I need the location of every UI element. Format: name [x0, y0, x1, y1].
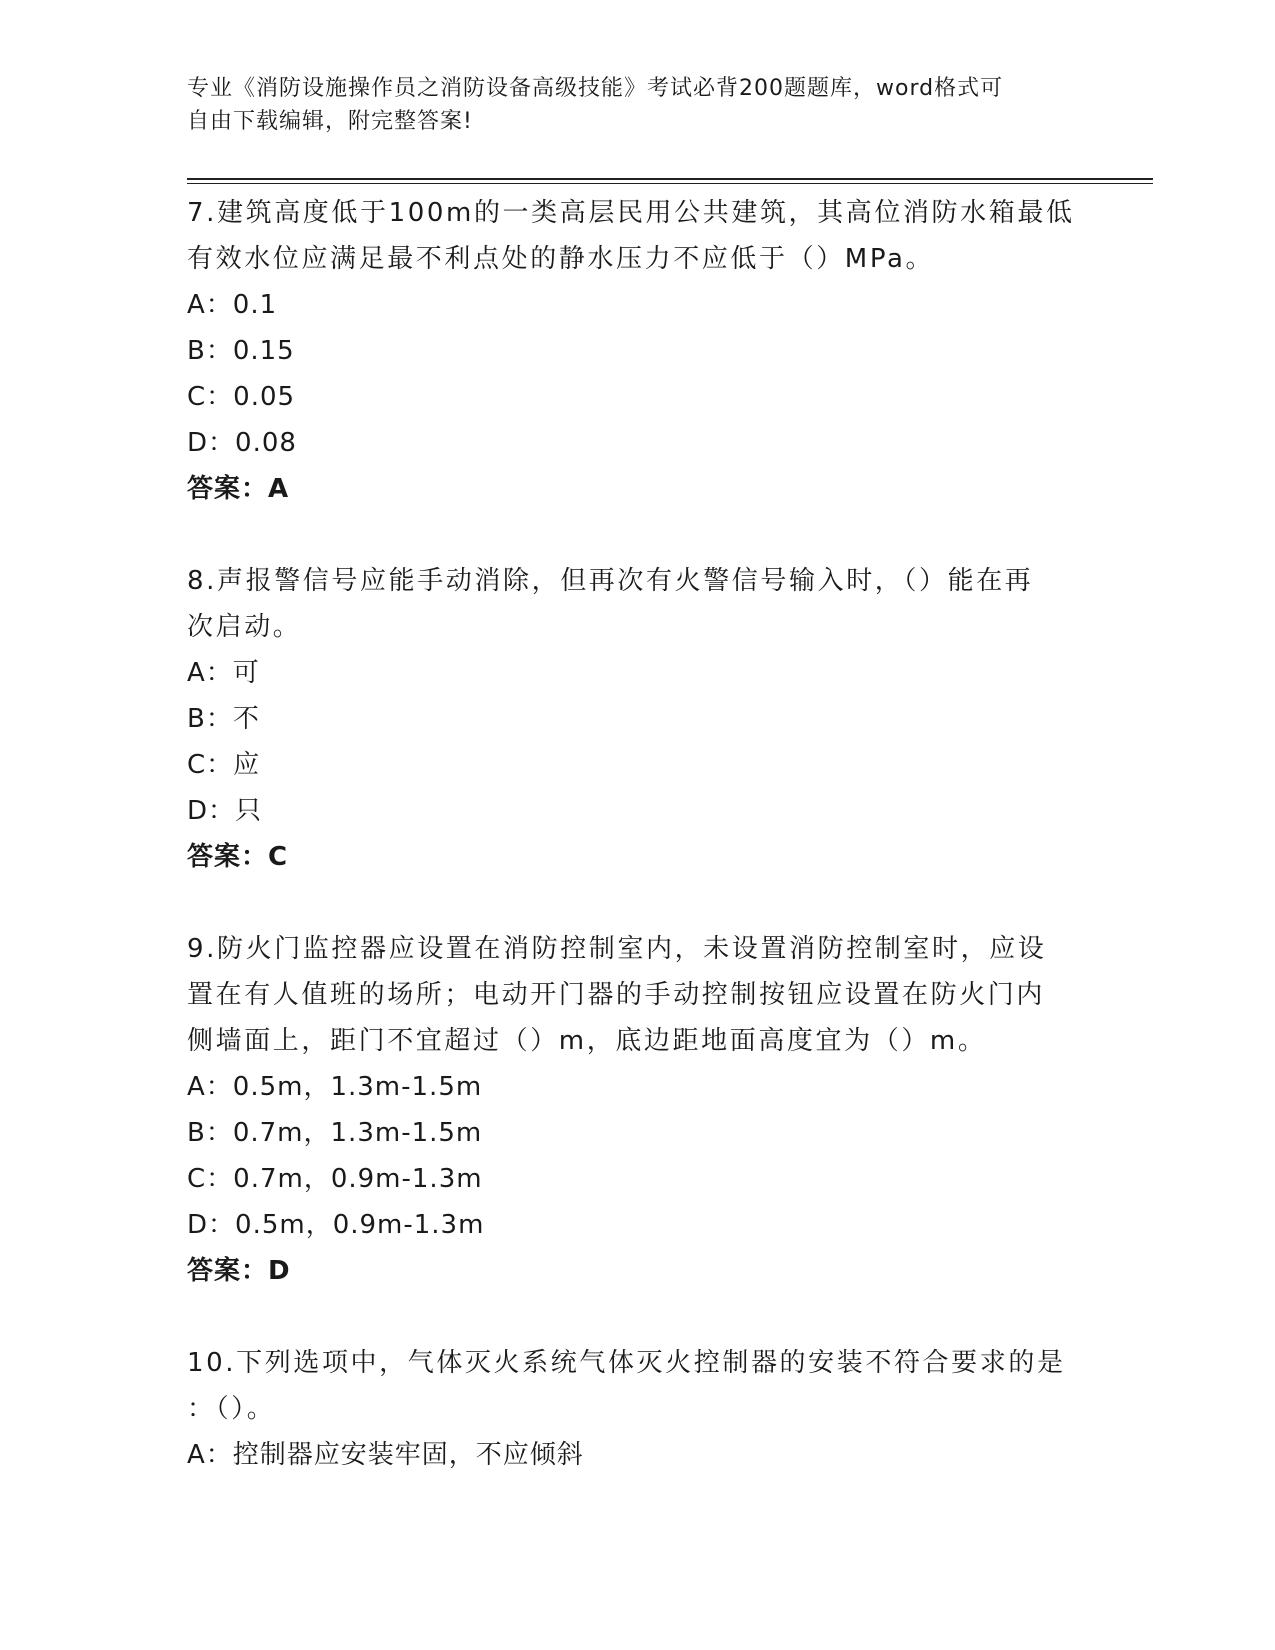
question-text-line: 8.声报警信号应能手动消除，但再次有火警信号输入时，（）能在再	[187, 566, 1034, 596]
answer-line: 答案：D	[187, 1256, 291, 1286]
question-text-line: 次启动。	[187, 612, 302, 642]
question-text-line: 侧墙面上，距门不宜超过（）m，底边距地面高度宜为（）m。	[187, 1026, 987, 1056]
option-a: A：0.5m，1.3m-1.5m	[187, 1072, 483, 1102]
question-list	[187, 190, 1087, 1478]
question-block-9	[187, 926, 1087, 1294]
question-block-8	[187, 558, 1087, 880]
question-text-line: ：（）。	[187, 1394, 276, 1424]
question-text-line: 有效水位应满足最不利点处的静水压力不应低于（）MPa。	[187, 244, 935, 274]
option-b: B：0.15	[187, 336, 295, 366]
question-block-7	[187, 190, 1087, 512]
option-c: C：0.05	[187, 382, 296, 412]
option-b: B：不	[187, 704, 260, 734]
question-text-line: 7.建筑高度低于100m的一类高层民用公共建筑，其高位消防水箱最低	[187, 198, 1075, 228]
question-text-line: 置在有人值班的场所；电动开门器的手动控制按钮应设置在防火门内	[187, 980, 1046, 1010]
answer-line: 答案：A	[187, 474, 290, 504]
option-a: A：控制器应安装牢固，不应倾斜	[187, 1440, 584, 1470]
option-d: D：0.08	[187, 428, 297, 458]
header-divider-thin	[187, 183, 1153, 184]
option-c: C：应	[187, 750, 261, 780]
option-b: B：0.7m，1.3m-1.5m	[187, 1118, 483, 1148]
question-block-10	[187, 1340, 1087, 1478]
question-text-line: 9.防火门监控器应设置在消防控制室内，未设置消防控制室时，应设	[187, 934, 1047, 964]
option-a: A：可	[187, 658, 260, 688]
header-line-2: 自由下载编辑，附完整答案!	[187, 109, 473, 134]
option-d: D：只	[187, 796, 263, 826]
header-line-1: 专业《消防设施操作员之消防设备高级技能》考试必背200题题库，word格式可	[187, 76, 1004, 101]
option-d: D：0.5m，0.9m-1.3m	[187, 1210, 485, 1240]
document-header	[187, 72, 1067, 138]
answer-line: 答案：C	[187, 842, 289, 872]
question-text-line: 10.下列选项中，气体灭火系统气体灭火控制器的安装不符合要求的是	[187, 1348, 1066, 1378]
option-c: C：0.7m，0.9m-1.3m	[187, 1164, 483, 1194]
header-divider-thick	[187, 178, 1153, 180]
option-a: A：0.1	[187, 290, 278, 320]
